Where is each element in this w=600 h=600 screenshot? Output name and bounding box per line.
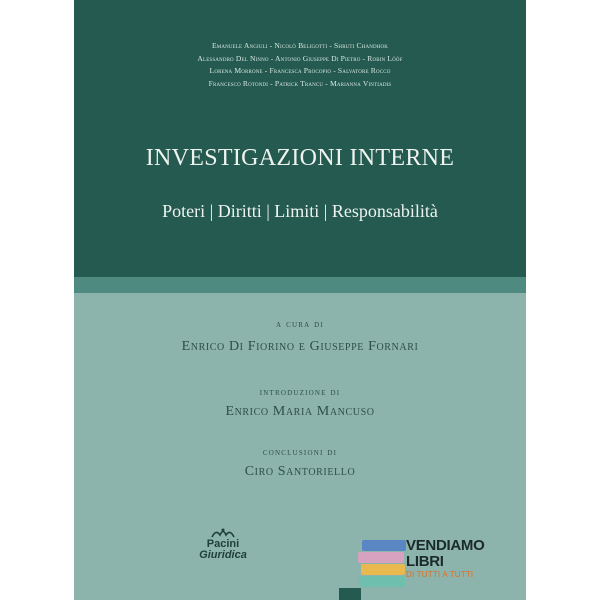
cover-divider-band	[74, 277, 526, 293]
store-badge	[358, 532, 490, 592]
author-line: Alessandro Del Ninno - Antonio Giuseppe Di Pietro - Robin Lööf	[197, 53, 403, 63]
author-line: Lorena Morrone - Francesca Procopio - Salvatore Rocco	[209, 66, 391, 75]
publisher-name-line2: Giuridica	[199, 549, 247, 561]
store-badge-text	[406, 538, 484, 580]
author-line: Emanuele Angiuli - Nicolò Beligotti - Shruti Chandhok	[211, 41, 389, 50]
store-badge-line2: LIBRI	[406, 553, 444, 570]
curated-by-label: a cura di	[276, 319, 324, 330]
author-line: Francesco Rotondi - Patrick Trancu - Marianna Vintiadis	[208, 78, 392, 88]
conclusions-author: Ciro Santoriello	[244, 464, 356, 479]
store-badge-tagline: DI TUTTI A TUTTI	[406, 570, 474, 579]
book-stack-icon	[358, 540, 408, 588]
introduction-label: introduzione di	[259, 387, 341, 398]
author-list	[74, 40, 526, 90]
book-subtitle: Poteri | Diritti | Limiti | Responsabilità	[162, 201, 438, 221]
publisher-logo	[194, 527, 252, 577]
introduction-author: Enrico Maria Mancuso	[225, 404, 375, 419]
curators-names: Enrico Di Fiorino e Giuseppe Fornari	[181, 339, 419, 354]
store-badge-line1: VENDIAMO	[406, 537, 485, 554]
publisher-name-line1: Pacini	[206, 538, 240, 550]
book-cover	[74, 0, 526, 600]
book-title: INVESTIGAZIONI INTERNE	[145, 145, 455, 171]
conclusions-label: conclusioni di	[262, 447, 338, 458]
